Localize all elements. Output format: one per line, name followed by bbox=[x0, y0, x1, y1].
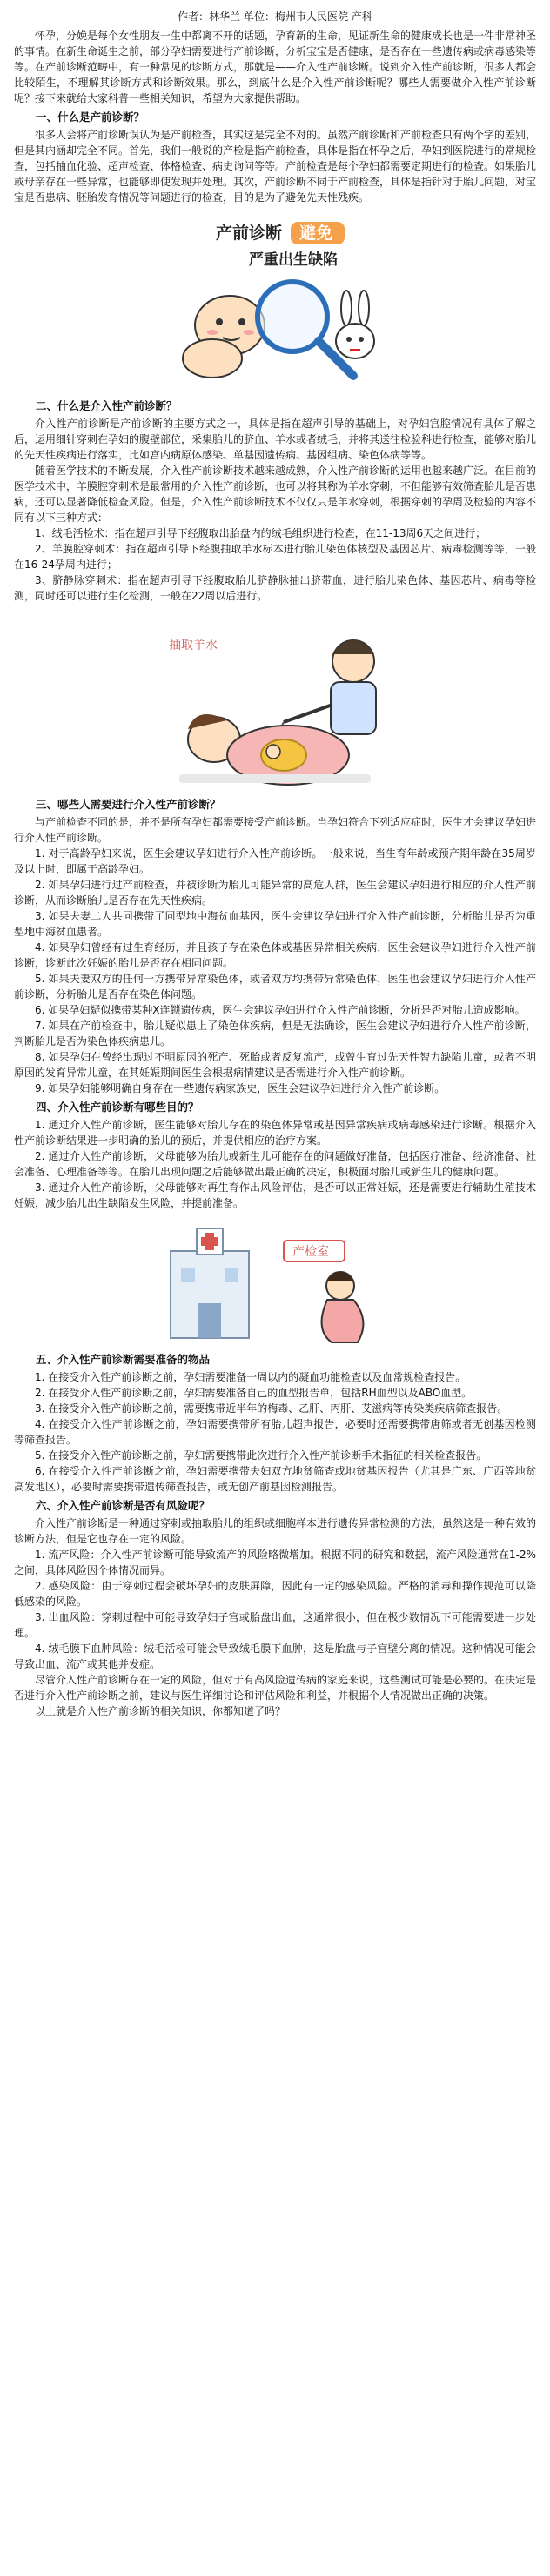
paragraph: 与产前检查不同的是，并不是所有孕妇都需要接受产前诊断。当孕妇符合下列适应症时，医生才会建议孕妇进行介入性产前诊断。 bbox=[14, 816, 537, 844]
hospital-illustration bbox=[153, 1216, 397, 1347]
paragraph: 4. 如果孕妇曾经有过生育经历，并且孩子存在染色体或基因异常相关疾病，医生会建议孕妇进行介入性产前诊断，诊断此次妊娠的胎儿是否存在相同问题。 bbox=[14, 941, 536, 969]
section-title: 一、什么是产前诊断？ bbox=[36, 110, 145, 124]
section-title: 二、什么是介入性产前诊断？ bbox=[36, 399, 178, 412]
section-title: 三、哪些人需要进行介入性产前诊断？ bbox=[36, 798, 221, 811]
illustration-caption-part3: 严重出生缺陷 bbox=[249, 251, 338, 269]
paragraph: 尽管介入性产前诊断存在一定的风险，但对于有高风险遗传病的家庭来说，这些测试可能是必要的。在决定是否进行介入性产前诊断之前，建议与医生详细讨论和评估风险和利益，并根据个人情况做出正确的决策。 bbox=[14, 1674, 537, 1702]
section-title: 四、介入性产前诊断有哪些目的？ bbox=[36, 1101, 199, 1114]
paragraph: 1. 流产风险：介入性产前诊断可能导致流产的风险略微增加。根据不同的研究和数据，流产风险通常在1-2%之间，具体风险因个体情况而异。 bbox=[14, 1549, 536, 1576]
paragraph: 2. 感染风险：由于穿刺过程会破坏孕妇的皮肤屏障，因此有一定的感染风险。严格的消毒和操作规范可以降低感染的风险。 bbox=[14, 1580, 536, 1608]
paragraph: 3. 在接受介入性产前诊断之前，需要携带近半年的梅毒、乙肝、丙肝、艾滋病等传染类疾病筛查报告。 bbox=[35, 1402, 508, 1415]
paragraph: 以上就是介入性产前诊断的相关知识，你都知道了吗？ bbox=[35, 1705, 286, 1717]
paragraph: 4. 在接受介入性产前诊断之前，孕妇需要携带所有胎儿超声报告，必要时还需要携带唐筛或者无创基因检测等筛查报告。 bbox=[14, 1418, 536, 1446]
paragraph: 1. 对于高龄孕妇来说，医生会建议孕妇进行介入性产前诊断。一般来说，当生育年龄或预产期年龄在35周岁及以上时，即属于高龄孕妇。 bbox=[14, 847, 536, 875]
paragraph: 很多人会将产前诊断误认为是产前检查，其实这是完全不对的。虽然产前诊断和产前检查只有两个字的差别，但是其内涵却完全不同。首先，我们一般说的产检是指产前检查，具体是指在怀孕之后，孕妇到医院进行的常规检查，包括抽血化验、超声检查、体格检查、病史询问等等。产前检查是每个孕妇都需要定期进行的检查。如果胎儿或母亲存在一些异常，也能够即使发现并处理。其次，产前诊断不同于产前检查，具体是指针对于胎儿问题，对宝宝是否患病、胚胎发育情况等问题进行的检查，目的是为了避免先天性残疾。 bbox=[14, 129, 537, 204]
paragraph: 9. 如果孕妇能够明确自身存在一些遗传病家族史，医生会建议孕妇进行介入性产前诊断。 bbox=[35, 1082, 446, 1094]
paragraph: 5. 如果夫妻双方的任何一方携带异常染色体，或者双方均携带异常染色体，医生也会建议孕妇进行介入性产前诊断，分析胎儿是否存在染色体问题。 bbox=[14, 973, 536, 1000]
paragraph: 2. 如果孕妇进行过产前检查，并被诊断为胎儿可能异常的高危人群，医生会建议孕妇进行相应的介入性产前诊断，从而诊断胎儿是否存在先天性疾病。 bbox=[14, 879, 536, 907]
paragraph: 1. 在接受介入性产前诊断之前，孕妇需要准备一周以内的凝血功能检查以及血常规检查报告。 bbox=[35, 1371, 466, 1383]
paragraph: 2. 通过介入性产前诊断，父母能够为胎儿或新生儿可能存在的问题做好准备，包括医疗准备、经济准备、社会准备、心理准备等等。在胎儿出现问题之后能够做出最正确的决定，积极面对胎儿或新生儿的健康问题。 bbox=[14, 1150, 536, 1178]
paragraph: 2. 在接受介入性产前诊断之前，孕妇需要准备自己的血型报告单，包括RH血型以及ABO血型。 bbox=[35, 1387, 473, 1399]
intro-paragraph: 怀孕，分娩是每个女性朋友一生中都离不开的话题，孕育新的生命，见证新生命的健康成长也是一件非常神圣的事情。在新生命诞生之前，部分孕妇需要进行产前诊断，分析宝宝是否健康，是否存在一些遗传病或病毒感染等等。在产前诊断范畴中，有一种常见的诊断方式，那就是——介入性产前诊断。说到介入性产前诊断，很多人都会比较陌生，不理解其诊断方式和诊断效果。那么，到底什么是介入性产前诊断呢？哪些人需要做介入性产前诊断呢？接下来就给大家科普一些相关知识，希望为大家提供帮助。 bbox=[14, 30, 537, 104]
paragraph: 3. 出血风险：穿刺过程中可能导致孕妇子宫或胎盘出血，这通常很小，但在极少数情况下可能需要进一步处理。 bbox=[14, 1611, 536, 1639]
paragraph: 随着医学技术的不断发展，介入性产前诊断技术越来越成熟，介入性产前诊断的运用也越来越广泛。在目前的医学技术中，羊膜腔穿刺术是最常用的介入性产前诊断，也可以将其称为羊水穿刺，不但能够有效筛查胎儿是否患病，还可以显著降低检查风险。但是，介入性产前诊断技术不仅仅只是羊水穿刺，根据穿刺的孕周及检验的内容不同有以下三种方式： bbox=[14, 465, 537, 524]
exam-room-sign: 产检室 bbox=[292, 1245, 329, 1259]
paragraph: 7. 如果在产前检查中，胎儿疑似患上了染色体疾病，但是无法确诊，医生会建议孕妇进行介入性产前诊断，判断胎儿是否为染色体疾病患儿。 bbox=[14, 1020, 536, 1047]
paragraph: 5. 在接受介入性产前诊断之前，孕妇需要携带此次进行介入性产前诊断手术指征的相关检查报告。 bbox=[35, 1449, 487, 1462]
prenatal-diagnosis-illustration bbox=[162, 211, 388, 393]
illustration-caption-part1: 产前诊断 bbox=[216, 224, 283, 243]
paragraph: 1. 通过介入性产前诊断，医生能够对胎儿存在的染色体异常或基因异常疾病或病毒感染进行诊断。根据介入性产前诊断结果进一步明确的胎儿的预后，并提供相应的治疗方案。 bbox=[14, 1119, 536, 1147]
paragraph: 3. 如果夫妻二人共同携带了同型地中海贫血基因，医生会建议孕妇进行介入性产前诊断，分析胎儿是否为重型地中海贫血患者。 bbox=[14, 910, 536, 938]
paragraph: 3、脐静脉穿刺术：指在超声引导下经腹取胎儿脐静脉抽出脐带血，进行胎儿染色体、基因芯片、病毒等检测，同时还可以进行生化检测，一般在22周以后进行。 bbox=[14, 574, 536, 602]
paragraph: 3. 通过介入性产前诊断，父母能够对再生育作出风险评估，是否可以正常妊娠，还是需要进行辅助生殖技术妊娠，减少胎儿出生缺陷发生风险，并提前准备。 bbox=[14, 1181, 536, 1209]
article bbox=[14, 0, 536, 1719]
paragraph: 8. 如果孕妇在曾经出现过不明原因的死产、死胎或者反复流产，或曾生育过先天性智力缺陷儿童，或者不明原因的发育异常儿童，在其妊娠期间医生会根据病情建议是否需进行介入性产前诊断。 bbox=[14, 1051, 536, 1079]
paragraph: 1、绒毛活检术：指在超声引导下经腹取出胎盘内的绒毛组织进行检查，在11-13周6天之间进行； bbox=[35, 527, 486, 539]
paragraph: 介入性产前诊断是产前诊断的主要方式之一，具体是指在超声引导的基础上，对孕妇宫腔情况有具体了解之后，运用细针穿刺在孕妇的腹壁部位，采集胎儿的脐血、羊水或者绒毛，并将其送往检验科进行检查，能够对胎儿的先天性疾病进行落实，比如宫内病原体感染、单基因遗传病、基因组病、染色体病等等。 bbox=[14, 418, 537, 461]
paragraph: 6. 如果孕妇疑似携带某种X连锁遗传病，医生会建议孕妇进行介入性产前诊断，分析是否对胎儿造成影响。 bbox=[35, 1004, 526, 1016]
author-line: 作者：林华兰 单位：梅州市人民医院 产科 bbox=[178, 10, 372, 23]
paragraph: 4. 绒毛膜下血肿风险：绒毛活检可能会导致绒毛膜下血肿，这是胎盘与子宫壁分离的情况。这种情况可能会导致出血、流产或其他并发症。 bbox=[14, 1643, 536, 1670]
amniocentesis-label: 抽取羊水 bbox=[169, 639, 218, 652]
illustration-caption-part2: 避免 bbox=[299, 224, 333, 243]
section-title: 五、介入性产前诊断需要准备的物品 bbox=[36, 1353, 211, 1366]
paragraph: 6. 在接受介入性产前诊断之前，孕妇需要携带夫妇双方地贫筛查或地贫基因报告（尤其是广东、广西等地贫高发地区），必要时需要携带遗传筛查报告，或无创产前基因检测报告。 bbox=[14, 1465, 536, 1493]
amniocentesis-illustration bbox=[144, 609, 406, 792]
paragraph: 介入性产前诊断是一种通过穿刺或抽取胎儿的组织或细胞样本进行遗传异常检测的方法，虽然这是一种有效的诊断方法，但是它也存在一定的风险。 bbox=[14, 1517, 537, 1545]
section-title: 六、介入性产前诊断是否有风险呢？ bbox=[36, 1499, 211, 1512]
paragraph: 2、羊膜腔穿刺术：指在超声引导下经腹抽取羊水标本进行胎儿染色体核型及基因芯片、病毒检测等等，一般在16-24孕周内进行； bbox=[14, 543, 536, 571]
